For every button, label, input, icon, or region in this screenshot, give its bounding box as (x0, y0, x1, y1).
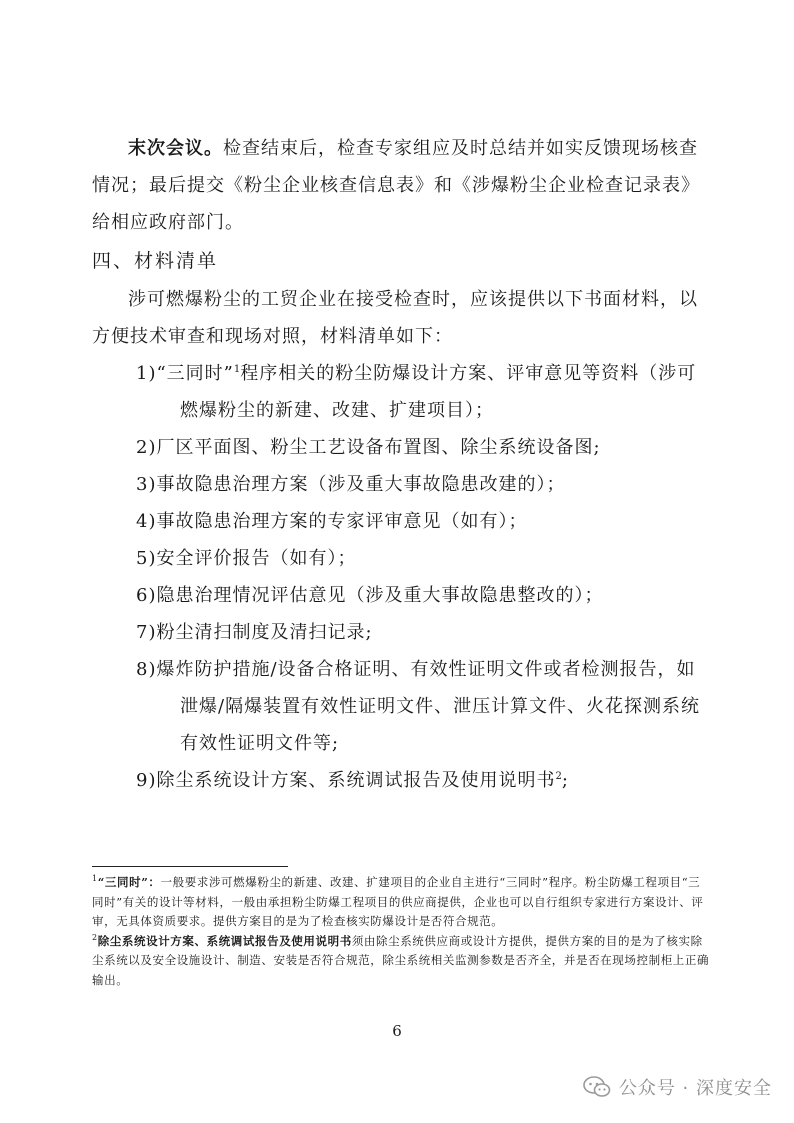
material-item (136, 503, 702, 540)
footnote-term: 除尘系统设计方案、系统调试报告及使用说明书 (97, 933, 352, 948)
main-body (92, 130, 702, 799)
material-item-number: 2) (136, 437, 157, 458)
material-item (136, 614, 702, 651)
material-item-number: 4) (136, 511, 157, 532)
material-item (136, 429, 702, 466)
material-item (136, 577, 702, 614)
footnote-text: 须由除尘系统供应商或设计方提供，提供方案的目的是为了核实除尘系统以及安全设施设计、制造、安装是否符合规范，除尘系统相关监测参数是否齐全，并是否在现场控制柜上正确输出。 (92, 933, 710, 987)
watermark-text: 公众号 · 深度安全 (618, 1078, 772, 1099)
footnote-text: 一般要求涉可燃爆粉尘的新建、改建、扩建项目的企业自主进行“三同时”程序。粉尘防爆工程项目“三同时”有关的设计等材料，一般由承担粉尘防爆工程项目的供应商提供，企业也可以自行组织专家进行方案设计、评审，无具体资质要求。提供方案目的是为了检查核实防爆设计是否符合规范。 (92, 875, 704, 928)
footnote (92, 873, 710, 932)
material-item-text: 隐患治理情况评估意见（涉及重大事故隐患整改的）； (156, 585, 604, 606)
material-item-text: 事故隐患治理方案的专家评审意见（如有）； (156, 511, 528, 532)
material-item-number: 8) (136, 659, 157, 680)
footnotes (92, 873, 710, 990)
closing-meeting-text: 检查结束后，检查专家组应及时总结并如实反馈现场核查情况；最后提交《粉尘企业核查信息表》和《涉爆粉尘企业检查记录表》给相应政府部门。 (92, 138, 700, 233)
section-intro: 涉可燃爆粉尘的工贸企业在接受检查时，应该提供以下书面材料，以方便技术审查和现场对照，材料清单如下： (92, 289, 698, 347)
material-item-number: 7) (136, 622, 157, 643)
material-item (136, 651, 702, 762)
footnote-reference[interactable]: 1 (233, 364, 241, 375)
material-item-text: 爆炸防护措施/设备合格证明、有效性证明文件或者检测报告，如泄爆/隔爆装置有效性证明文件、泄压计算文件、火花探测系统有效性证明文件等; (156, 659, 701, 754)
wechat-icon (583, 1075, 611, 1099)
footnote-mark: 2 (92, 932, 98, 942)
closing-meeting-lead: 末次会议。 (128, 138, 223, 159)
material-item-number: 6) (136, 585, 157, 606)
page-number: 6 (392, 1022, 402, 1040)
footnote-divider (92, 866, 288, 867)
material-item-text: 安全评价报告（如有）； (156, 548, 357, 569)
footnote (92, 932, 710, 991)
material-item-number: 9) (136, 770, 157, 791)
closing-meeting-paragraph (92, 130, 702, 241)
material-item-number: 3) (136, 474, 157, 495)
material-item (136, 540, 702, 577)
material-item-text-tail: 程序相关的粉尘防爆设计方案、评审意见等资料（涉可燃爆粉尘的新建、改建、扩建项目）； (180, 363, 697, 421)
material-item-text: 粉尘清扫制度及清扫记录; (156, 622, 373, 643)
footnote-mark: 1 (92, 874, 98, 884)
watermark (583, 1074, 772, 1100)
footnote-reference[interactable]: 2 (555, 771, 562, 782)
material-item-text: 厂区平面图、粉尘工艺设备布置图、除尘系统设备图; (156, 437, 601, 458)
material-item-text-tail: ; (561, 770, 569, 791)
material-item (136, 355, 702, 429)
material-item-text: 除尘系统设计方案、系统调试报告及使用说明书 (156, 770, 556, 791)
material-item-number: 1) (136, 363, 157, 384)
materials-list (92, 355, 702, 799)
material-item-number: 5) (136, 548, 157, 569)
footnote-term: “三同时”： (97, 875, 161, 889)
section-heading: 四、材料清单 (92, 250, 219, 272)
material-item-text: “三同时” (156, 363, 234, 384)
material-item (136, 466, 702, 503)
material-item (136, 762, 702, 799)
material-item-text: 事故隐患治理方案（涉及重大事故隐患改建的）； (156, 474, 566, 495)
